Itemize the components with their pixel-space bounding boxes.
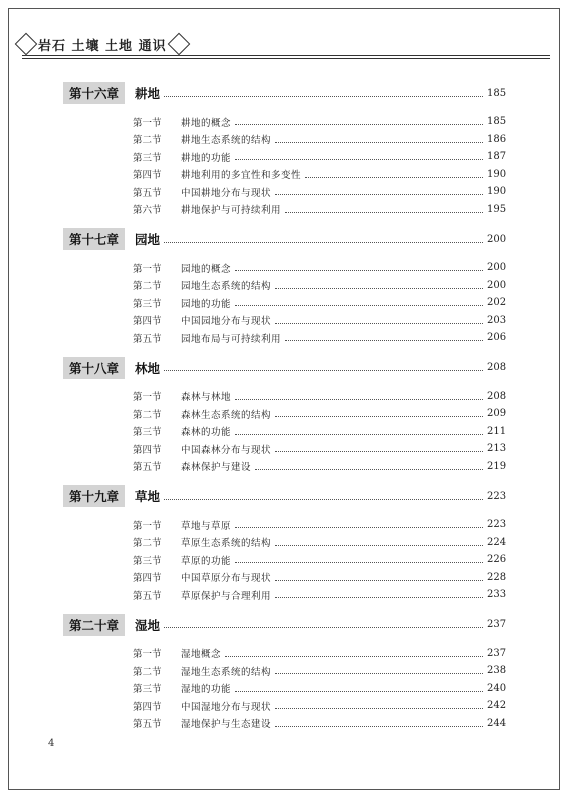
section-page-number: 244 <box>487 717 507 729</box>
section-page-number: 200 <box>487 279 507 291</box>
section-label: 第五节 <box>133 187 162 199</box>
section-entry[interactable] <box>63 645 505 663</box>
chapter-label: 第十八章 <box>63 357 125 379</box>
section-entry[interactable] <box>63 388 505 406</box>
section-label: 第一节 <box>133 117 162 129</box>
section-entry[interactable] <box>63 148 505 166</box>
section-label: 第四节 <box>133 444 162 456</box>
section-label: 第三节 <box>133 555 162 567</box>
section-title: 草原的功能 <box>181 555 232 567</box>
book-title: 岩石 土壤 土地 通识 <box>22 33 183 55</box>
section-label: 第一节 <box>133 520 162 532</box>
section-entry[interactable] <box>63 294 505 312</box>
section-title: 园地生态系统的结构 <box>181 281 272 293</box>
section-page-number: 240 <box>487 682 507 694</box>
section-label: 第四节 <box>133 573 162 585</box>
section-page-number: 206 <box>487 332 507 344</box>
leader-dots <box>275 580 483 581</box>
section-page-number: 224 <box>487 536 507 548</box>
section-title: 湿地概念 <box>181 649 222 661</box>
section-title: 耕地保护与可持续利用 <box>181 205 282 217</box>
chapter-title: 耕地 <box>135 86 161 101</box>
section-page-number: 202 <box>487 297 507 309</box>
section-label: 第四节 <box>133 701 162 713</box>
section-entry[interactable] <box>63 440 505 458</box>
chapter-page-number: 208 <box>487 362 507 373</box>
section-entry[interactable] <box>63 662 505 680</box>
chapter-label: 第十六章 <box>63 82 125 104</box>
section-page-number: 187 <box>487 151 507 163</box>
leader-dots <box>285 340 483 341</box>
section-page-number: 242 <box>487 700 507 712</box>
leader-dots <box>285 212 483 213</box>
chapter-page-number: 200 <box>487 233 507 245</box>
header-rule <box>22 55 550 56</box>
section-entry[interactable] <box>63 715 505 733</box>
section-label: 第六节 <box>133 205 162 217</box>
leader-dots <box>235 159 483 160</box>
chapter-page-number: 185 <box>487 87 507 99</box>
section-label: 第二节 <box>133 538 162 550</box>
section-entry[interactable] <box>63 405 505 423</box>
section-title: 中国园地分布与现状 <box>181 316 272 328</box>
leader-dots <box>255 469 483 470</box>
section-label: 第五节 <box>133 719 162 731</box>
section-page-number: 226 <box>487 554 507 566</box>
chapter-entry[interactable] <box>63 357 505 379</box>
section-page-number: 186 <box>487 133 507 145</box>
chapter-title: 林地 <box>135 360 161 376</box>
section-label: 第一节 <box>133 649 162 661</box>
section-title: 耕地的功能 <box>181 152 232 164</box>
chapter-page-number: 237 <box>487 619 507 630</box>
section-title: 草原生态系统的结构 <box>181 538 272 550</box>
section-title: 园地布局与可持续利用 <box>181 333 282 345</box>
section-entry[interactable] <box>63 516 505 534</box>
section-title: 草地与草原 <box>181 520 232 532</box>
leader-dots <box>235 305 483 306</box>
section-title: 森林生态系统的结构 <box>181 409 272 421</box>
leader-dots <box>275 416 483 417</box>
leader-dots <box>235 434 483 435</box>
leader-dots <box>275 194 483 195</box>
chapter-title: 园地 <box>135 232 161 247</box>
section-label: 第一节 <box>133 392 162 404</box>
section-page-number: 190 <box>487 168 507 180</box>
section-label: 第四节 <box>133 316 162 328</box>
leader-dots <box>275 323 483 324</box>
leader-dots <box>164 370 483 371</box>
chapter-label: 第二十章 <box>63 614 125 636</box>
leader-dots <box>235 270 483 271</box>
leader-dots <box>164 96 483 97</box>
section-title: 森林的功能 <box>181 427 232 439</box>
chapter-entry[interactable] <box>63 228 505 250</box>
chapter-entry[interactable] <box>63 614 505 636</box>
leader-dots <box>275 451 483 452</box>
section-entry[interactable] <box>63 680 505 698</box>
section-label: 第四节 <box>133 170 162 182</box>
leader-dots <box>164 499 483 500</box>
section-title: 园地的概念 <box>181 263 232 275</box>
chapter-entry[interactable] <box>63 82 505 104</box>
section-page-number: 228 <box>487 571 507 583</box>
section-title: 园地的功能 <box>181 298 232 310</box>
section-page-number: 233 <box>487 589 507 601</box>
section-page-number: 203 <box>487 314 507 326</box>
chapter-label: 第十九章 <box>63 485 125 507</box>
section-entry[interactable] <box>63 458 505 476</box>
section-title: 湿地保护与生态建设 <box>181 719 272 731</box>
section-entry[interactable] <box>63 586 505 604</box>
section-entry[interactable] <box>63 697 505 715</box>
section-entry[interactable] <box>63 131 505 149</box>
section-title: 耕地利用的多宜性和多变性 <box>181 170 302 182</box>
section-entry[interactable] <box>63 201 505 219</box>
leader-dots <box>275 142 483 143</box>
leader-dots <box>275 597 483 598</box>
chapter-block <box>63 357 505 476</box>
chapter-block <box>63 228 505 347</box>
chapter-label: 第十七章 <box>63 228 125 250</box>
leader-dots <box>164 627 483 628</box>
section-entry[interactable] <box>63 113 505 131</box>
leader-dots <box>275 288 483 289</box>
section-entry[interactable] <box>63 329 505 347</box>
leader-dots <box>275 673 483 674</box>
section-page-number: 190 <box>487 186 507 198</box>
section-label: 第二节 <box>133 409 162 421</box>
leader-dots <box>225 656 483 657</box>
chapter-entry[interactable] <box>63 485 505 507</box>
section-title: 湿地生态系统的结构 <box>181 666 272 678</box>
leader-dots <box>235 124 483 125</box>
chapter-block <box>63 82 505 218</box>
section-label: 第二节 <box>133 666 162 678</box>
section-page-number: 213 <box>487 443 507 455</box>
section-page-number: 238 <box>487 665 507 677</box>
chapter-title: 湿地 <box>135 617 161 633</box>
section-title: 中国耕地分布与现状 <box>181 187 272 199</box>
section-title: 耕地生态系统的结构 <box>181 135 272 147</box>
leader-dots <box>275 726 483 727</box>
section-title: 森林与林地 <box>181 392 232 404</box>
section-label: 第三节 <box>133 298 162 310</box>
chapter-block <box>63 614 505 733</box>
section-title: 中国湿地分布与现状 <box>181 701 272 713</box>
section-label: 第三节 <box>133 152 162 164</box>
leader-dots <box>235 562 483 563</box>
section-title: 湿地的功能 <box>181 684 232 696</box>
section-entry[interactable] <box>63 259 505 277</box>
footer-page-number: 4 <box>48 738 55 749</box>
section-page-number: 209 <box>487 408 507 420</box>
leader-dots <box>305 177 483 178</box>
section-label: 第一节 <box>133 263 162 275</box>
section-title: 草原保护与合理利用 <box>181 590 272 602</box>
section-label: 第三节 <box>133 684 162 696</box>
section-page-number: 237 <box>487 647 507 659</box>
leader-dots <box>275 545 483 546</box>
section-entry[interactable] <box>63 183 505 201</box>
section-label: 第三节 <box>133 427 162 439</box>
section-label: 第五节 <box>133 590 162 602</box>
section-title: 中国草原分布与现状 <box>181 573 272 585</box>
section-title: 耕地的概念 <box>181 117 232 129</box>
section-entry[interactable] <box>63 534 505 552</box>
section-page-number: 208 <box>487 390 507 402</box>
header-rule-secondary <box>22 58 550 59</box>
section-entry[interactable] <box>63 277 505 295</box>
leader-dots <box>164 242 483 243</box>
section-label: 第二节 <box>133 281 162 293</box>
leader-dots <box>235 527 483 528</box>
section-entry[interactable] <box>63 423 505 441</box>
section-entry[interactable] <box>63 569 505 587</box>
chapter-block <box>63 485 505 604</box>
section-page-number: 195 <box>487 203 507 215</box>
section-page-number: 219 <box>487 460 507 472</box>
section-entry[interactable] <box>63 551 505 569</box>
section-title: 中国森林分布与现状 <box>181 444 272 456</box>
section-page-number: 211 <box>487 425 507 437</box>
section-page-number: 185 <box>487 116 507 128</box>
section-label: 第五节 <box>133 333 162 345</box>
chapter-page-number: 223 <box>487 490 507 502</box>
section-label: 第二节 <box>133 135 162 147</box>
section-title: 森林保护与建设 <box>181 462 252 474</box>
section-page-number: 223 <box>487 519 507 531</box>
section-entry[interactable] <box>63 312 505 330</box>
section-page-number: 200 <box>487 262 507 274</box>
leader-dots <box>235 691 483 692</box>
leader-dots <box>275 708 483 709</box>
leader-dots <box>235 399 483 400</box>
chapter-title: 草地 <box>135 489 161 504</box>
section-entry[interactable] <box>63 166 505 184</box>
table-of-contents <box>63 82 505 742</box>
section-label: 第五节 <box>133 462 162 474</box>
